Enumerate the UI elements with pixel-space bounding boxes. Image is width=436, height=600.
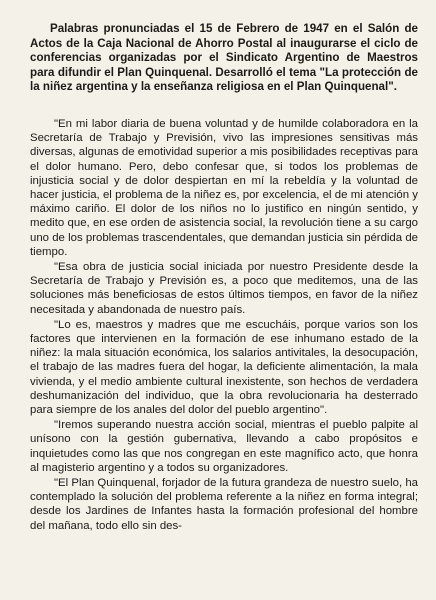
speech-paragraph: "Lo es, maestros y madres que me escucháis, porque varios son los factores que intervienen en la formación de ese inhumano estado de la niñez: la mala situación económica, los salarios antivitales, la desocupación, el trabajo de las madres fuera del hogar, la deficiente alimentación, la mala vivienda, y el medio ambiente cultural inexistente, son hechos de verdadera deshumanización del individuo, que la obra revolucionaria ha desterrado para siempre de los anales del dolor del pueblo argentino". [30,318,418,417]
intro-paragraph: Palabras pronunciadas el 15 de Febrero de 1947 en el Salón de Actos de la Caja Nacional de Ahorro Postal al inaugurarse el ciclo de conferencias organizadas por el Sindicato Argentino de Maestros para difundir el Plan Quinquenal. Desarrolló el tema "La protección de la niñez argentina y la enseñanza religiosa en el Plan Quinquenal". [30,22,418,94]
speech-paragraph: "En mi labor diaria de buena voluntad y de humilde colaboradora en la Secretaría de Trabajo y Previsión, vivo las impresiones sensitivas más diversas, algunas de emotividad superior a mis posibilidades receptivas para el dolor humano. Pero, debo confesar que, si todos los problemas de injusticia social y de dolor despiertan en mí la rebeldía y la voluntad de hacer justicia, el problema de la niñez es, por excelencia, el de mi atención y máximo cariño. El dolor de los niños no lo justifico en ningún sentido, y medito que, en ese orden de asistencia social, la revolución tiene a su cargo uno de los problemas trascendentales, que demandan justicia sin pérdida de tiempo. [30,117,418,258]
speech-paragraph: "Iremos superando nuestra acción social, mientras el pueblo palpite al unísono con la gestión gubernativa, llevando a cabo propósitos e inquietudes como las que nos congregan en este magnífico acto, que honra al magisterio argentino y a todos su organizadores. [30,419,418,474]
speech-paragraph: "Esa obra de justicia social iniciada por nuestro Presidente desde la Secretaría de Trabajo y Previsión es, a poco que meditemos, una de las soluciones más beneficiosas de estos últimos tiempos, en favor de la niñez necesitada y abandonada de nuestro país. [30,261,418,316]
speech-paragraph: "El Plan Quinquenal, forjador de la futura grandeza de nuestro suelo, ha contemplado la solución del problema referente a la niñez en forma integral; desde los Jardines de Infantes hasta la formación profesional del hombre del mañana, todo ello sin des- [30,477,418,532]
speech-body [30,117,418,533]
